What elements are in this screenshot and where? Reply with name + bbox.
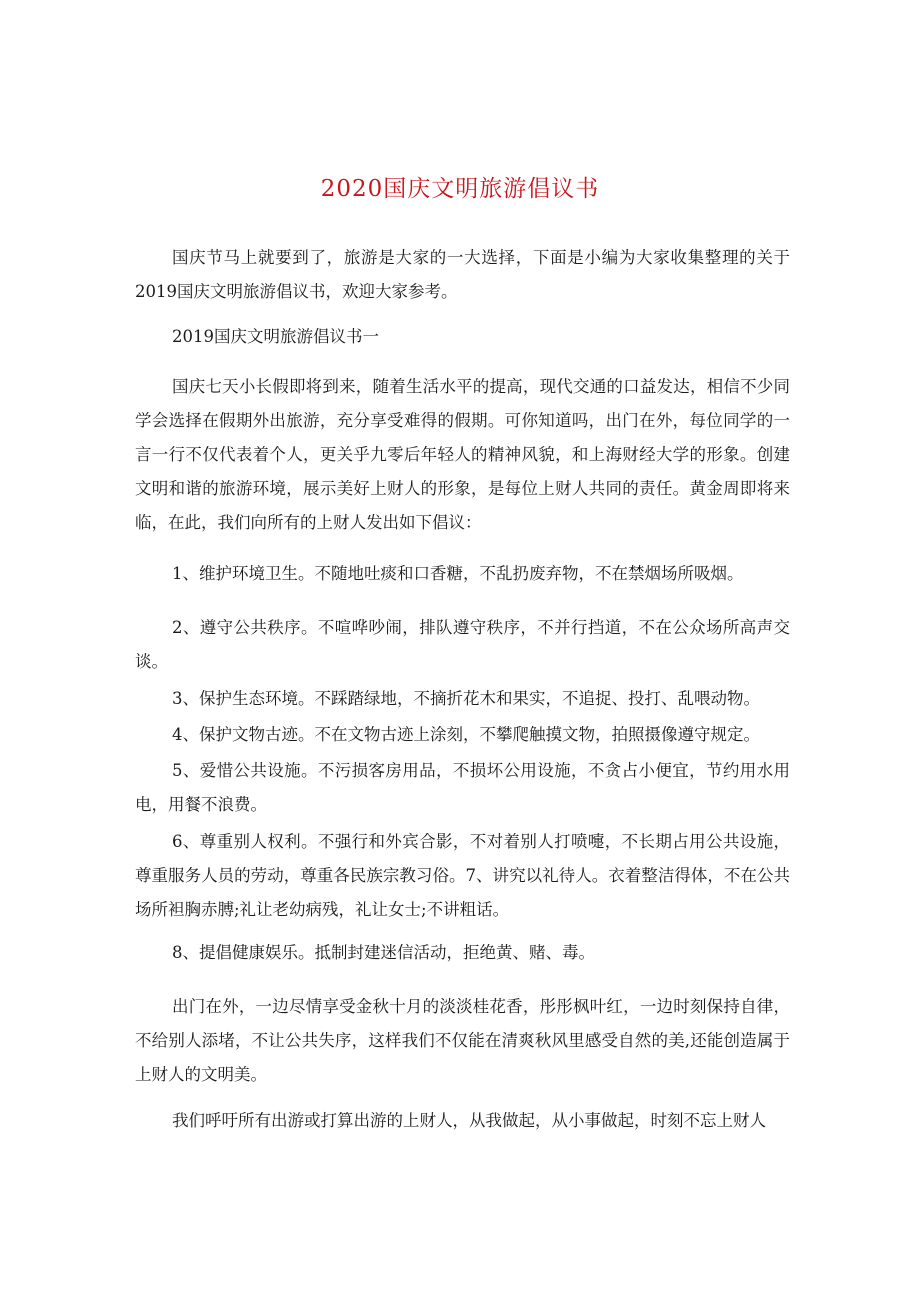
list-item-6-7: 6、尊重别人权利。不强行和外宾合影，不对着别人打喷嚏，不长期占用公共设施，尊重服务人员的劳动，尊重各民族宗教习俗。7、讲究以礼待人。衣着整洁得体，不在公共场所袒胸赤膊;礼让老幼病残，礼让女士;不讲粗话。 — [135, 832, 790, 919]
list-item-8: 8、提倡健康娱乐。抵制封建迷信活动，拒绝黄、赌、毒。 — [172, 943, 595, 962]
list-item-3: 3、保护生态环境。不踩踏绿地，不摘折花木和果实，不追捉、投打、乱喂动物。 — [172, 689, 760, 708]
closing-paragraph: 出门在外，一边尽情享受金秋十月的淡淡桂花香，彤彤枫叶红，一边时刻保持自律，不给别人添堵，不让公共失序，这样我们不仅能在清爽秋风里感受自然的美,还能创造属于上财人的文明美。 — [135, 997, 790, 1084]
list-item-5: 5、爱惜公共设施。不污损客房用品，不损坏公用设施，不贪占小便宜，节约用水用电，用餐不浪费。 — [135, 761, 790, 814]
list-item-2: 2、遵守公共秩序。不喧哗吵闹，排队遵守秩序，不并行挡道，不在公众场所高声交谈。 — [135, 618, 790, 671]
intro-paragraph: 国庆节马上就要到了，旅游是大家的一大选择，下面是小编为大家收集整理的关于2019国庆文明旅游倡议书，欢迎大家参考。 — [135, 248, 790, 301]
document-title: 2020国庆文明旅游倡议书 — [320, 176, 600, 202]
list-item-1: 1、维护环境卫生。不随地吐痰和口香糖，不乱扔废弃物，不在禁烟场所吸烟。 — [172, 564, 744, 583]
final-paragraph: 我们呼吁所有出游或打算出游的上财人，从我做起，从小事做起，时刻不忘上财人 — [172, 1111, 766, 1130]
body-paragraph: 国庆七天小长假即将到来，随着生活水平的提高，现代交通的口益发达，相信不少同学会选择在假期外出旅游，充分享受难得的假期。可你知道吗，出门在外，每位同学的一言一行不仅代表着个人，更关乎九零后年轻人的精神风貌，和上海财经大学的形象。创建文明和谐的旅游环境，展示美好上财人的形象，是每位上财人共同的责任。黄金周即将来临，在此，我们向所有的上财人发出如下倡议： — [135, 377, 790, 532]
section-subtitle: 2019国庆文明旅游倡议书一 — [172, 327, 379, 346]
list-item-4: 4、保护文物古迹。不在文物古迹上涂刻，不攀爬触摸文物，拍照摄像遵守规定。 — [172, 725, 760, 744]
